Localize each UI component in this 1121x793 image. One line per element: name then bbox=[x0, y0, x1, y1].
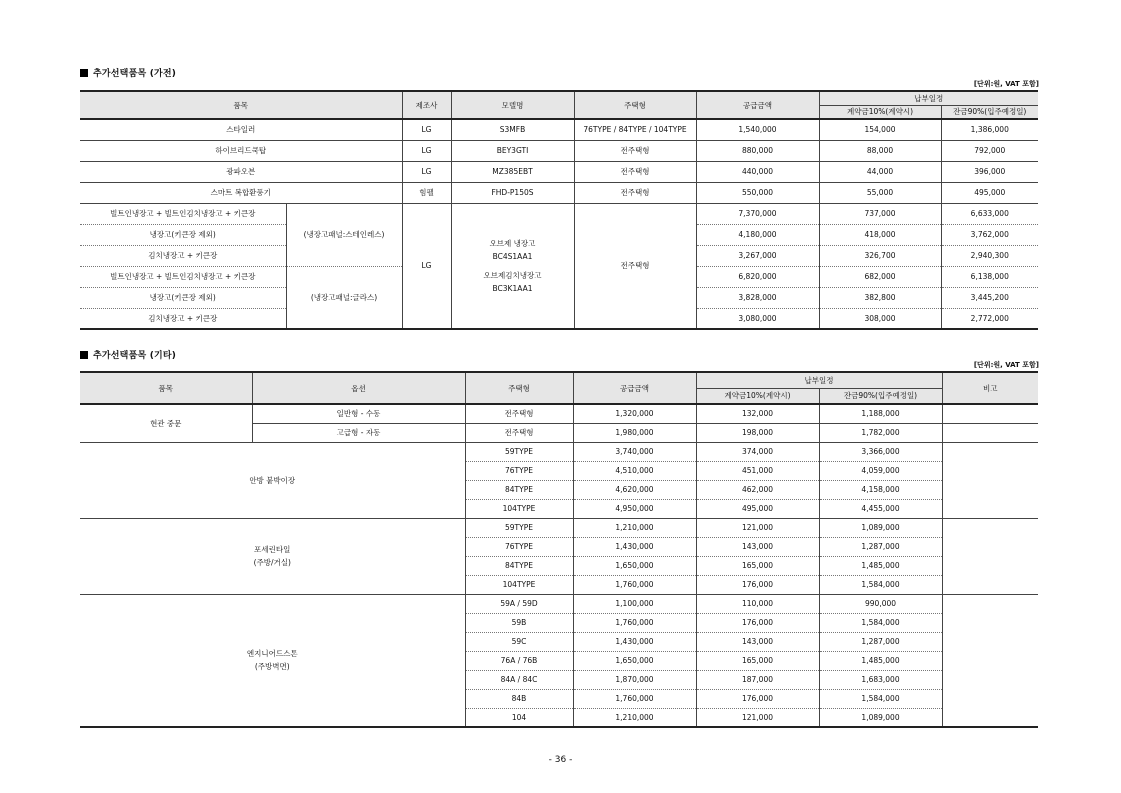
table-row bbox=[80, 203, 1038, 224]
group-label-cell bbox=[80, 594, 465, 727]
item-cell: 김치냉장고 + 키큰장 bbox=[80, 245, 286, 266]
header-maker: 제조사 bbox=[402, 91, 451, 119]
model-cell: BEY3GTI bbox=[451, 140, 574, 161]
type-cell: 59TYPE bbox=[465, 518, 573, 537]
item-cell: 스타일러 bbox=[80, 119, 402, 140]
deposit-cell: 187,000 bbox=[696, 670, 819, 689]
deposit-cell: 110,000 bbox=[696, 594, 819, 613]
item-cell: 빌트인냉장고 + 빌트인김치냉장고 + 키큰장 bbox=[110, 209, 256, 218]
header-housetype: 주택형 bbox=[574, 91, 696, 119]
table-row bbox=[80, 442, 1038, 461]
deposit-cell: 165,000 bbox=[696, 556, 819, 575]
price-cell: 7,370,000 bbox=[696, 203, 819, 224]
item-cell: 하이브리드쿡탑 bbox=[80, 140, 402, 161]
type-cell: 84TYPE bbox=[465, 556, 573, 575]
deposit-cell: 462,000 bbox=[696, 480, 819, 499]
balance-cell: 4,455,000 bbox=[819, 499, 942, 518]
table-row bbox=[80, 140, 1038, 161]
header-housetype: 주택형 bbox=[465, 372, 573, 404]
section2-title bbox=[80, 348, 176, 361]
table-row bbox=[80, 518, 1038, 537]
group-label-cell bbox=[80, 442, 465, 518]
price-cell: 3,828,000 bbox=[696, 287, 819, 308]
type-cell: 76TYPE bbox=[465, 461, 573, 480]
item-cell: 빌트인냉장고 + 빌트인김치냉장고 + 키큰장 bbox=[80, 266, 286, 287]
type-cell: 59B bbox=[465, 613, 573, 632]
balance-cell: 1,683,000 bbox=[819, 670, 942, 689]
price-cell: 4,620,000 bbox=[573, 480, 696, 499]
item-cell: 스마트 복합환풍기 bbox=[80, 182, 402, 203]
note-cell bbox=[942, 442, 1038, 518]
price-cell: 3,267,000 bbox=[696, 245, 819, 266]
note-cell bbox=[942, 518, 1038, 594]
deposit-cell: 121,000 bbox=[696, 708, 819, 727]
deposit-cell: 451,000 bbox=[696, 461, 819, 480]
section2-unit: [단위:원, VAT 포함] bbox=[973, 361, 1039, 369]
model-line: BC4S1AA1 bbox=[492, 251, 533, 261]
header-balance: 잔금90%(입주예정일) bbox=[941, 105, 1038, 119]
maker-cell: 힘펠 bbox=[402, 182, 451, 203]
deposit-cell: 418,000 bbox=[819, 224, 941, 245]
table-row bbox=[80, 161, 1038, 182]
balance-cell: 792,000 bbox=[941, 140, 1038, 161]
price-cell: 550,000 bbox=[696, 182, 819, 203]
deposit-cell: 121,000 bbox=[696, 518, 819, 537]
balance-cell: 1,089,000 bbox=[819, 518, 942, 537]
type-cell: 84B bbox=[465, 689, 573, 708]
maker-cell: LG bbox=[402, 140, 451, 161]
balance-cell: 4,059,000 bbox=[819, 461, 942, 480]
balance-cell: 1,584,000 bbox=[819, 575, 942, 594]
square-bullet-icon bbox=[80, 351, 88, 359]
maker-cell: LG bbox=[402, 161, 451, 182]
section1-title-text: 추가선택품목 (가전) bbox=[93, 69, 177, 79]
balance-cell: 495,000 bbox=[941, 182, 1038, 203]
maker-cell: LG bbox=[402, 119, 451, 140]
balance-cell: 3,366,000 bbox=[819, 442, 942, 461]
balance-cell: 1,386,000 bbox=[941, 119, 1038, 140]
deposit-cell: 55,000 bbox=[819, 182, 941, 203]
balance-cell: 1,584,000 bbox=[819, 613, 942, 632]
deposit-cell: 44,000 bbox=[819, 161, 941, 182]
type-cell: 84A / 84C bbox=[465, 670, 573, 689]
type-cell: 104 bbox=[465, 708, 573, 727]
maker-cell: LG bbox=[402, 203, 451, 329]
deposit-cell: 132,000 bbox=[696, 404, 819, 423]
price-cell: 1,760,000 bbox=[573, 613, 696, 632]
price-cell: 4,510,000 bbox=[573, 461, 696, 480]
type-cell: 전주택형 bbox=[574, 182, 696, 203]
header-schedule: 납부일정 bbox=[819, 91, 1038, 105]
price-cell: 1,650,000 bbox=[573, 651, 696, 670]
balance-cell: 1,782,000 bbox=[819, 423, 942, 442]
type-cell: 59A / 59D bbox=[465, 594, 573, 613]
header-deposit: 계약금10%(계약시) bbox=[696, 388, 819, 404]
note-cell bbox=[942, 423, 1038, 442]
deposit-cell: 326,700 bbox=[819, 245, 941, 266]
option-cell: 일반형 - 수동 bbox=[252, 404, 465, 423]
type-cell: 76TYPE bbox=[465, 537, 573, 556]
type-cell: 전주택형 bbox=[465, 404, 573, 423]
balance-cell: 3,445,200 bbox=[941, 287, 1038, 308]
price-cell: 440,000 bbox=[696, 161, 819, 182]
deposit-cell: 682,000 bbox=[819, 266, 941, 287]
header-note: 비고 bbox=[942, 372, 1038, 404]
model-cell bbox=[451, 203, 574, 329]
model-cell: MZ385EBT bbox=[451, 161, 574, 182]
square-bullet-icon bbox=[80, 69, 88, 77]
deposit-cell: 143,000 bbox=[696, 537, 819, 556]
item-cell: 냉장고(키큰장 제외) bbox=[80, 224, 286, 245]
price-cell: 1,980,000 bbox=[573, 423, 696, 442]
header-balance: 잔금90%(입주예정일) bbox=[819, 388, 942, 404]
group-label: 엔지니어드스톤 bbox=[246, 649, 298, 659]
group-label-cell bbox=[80, 518, 465, 594]
deposit-cell: 154,000 bbox=[819, 119, 941, 140]
deposit-cell: 143,000 bbox=[696, 632, 819, 651]
model-line: 오브제 냉장고 bbox=[489, 238, 536, 248]
price-cell: 1,210,000 bbox=[573, 708, 696, 727]
price-cell: 1,760,000 bbox=[573, 689, 696, 708]
header-item: 품목 bbox=[80, 91, 402, 119]
panel-glass-cell: (냉장고패널:글라스) bbox=[286, 266, 402, 329]
model-line: BC3K1AA1 bbox=[492, 283, 533, 293]
balance-cell: 990,000 bbox=[819, 594, 942, 613]
price-cell: 1,320,000 bbox=[573, 404, 696, 423]
price-cell: 6,820,000 bbox=[696, 266, 819, 287]
model-cell: FHD-P150S bbox=[451, 182, 574, 203]
type-cell: 76A / 76B bbox=[465, 651, 573, 670]
type-cell: 59TYPE bbox=[465, 442, 573, 461]
model-line: 오브제김치냉장고 bbox=[483, 270, 542, 280]
item-cell: 광파오븐 bbox=[80, 161, 402, 182]
group-sublabel: (주방벽면) bbox=[254, 662, 290, 672]
note-cell bbox=[942, 594, 1038, 727]
model-cell: S3MFB bbox=[451, 119, 574, 140]
price-cell: 3,740,000 bbox=[573, 442, 696, 461]
type-cell: 59C bbox=[465, 632, 573, 651]
deposit-cell: 495,000 bbox=[696, 499, 819, 518]
balance-cell: 1,188,000 bbox=[819, 404, 942, 423]
page-number: - 36 - bbox=[548, 755, 573, 765]
table-row bbox=[80, 404, 1038, 423]
price-cell: 1,430,000 bbox=[573, 537, 696, 556]
door-item-cell: 현관 중문 bbox=[80, 404, 252, 442]
deposit-cell: 176,000 bbox=[696, 613, 819, 632]
deposit-cell: 308,000 bbox=[819, 308, 941, 329]
deposit-cell: 198,000 bbox=[696, 423, 819, 442]
balance-cell: 6,633,000 bbox=[941, 203, 1038, 224]
deposit-cell: 165,000 bbox=[696, 651, 819, 670]
type-cell: 전주택형 bbox=[465, 423, 573, 442]
header-deposit: 계약금10%(계약시) bbox=[819, 105, 941, 119]
type-cell: 전주택형 bbox=[574, 161, 696, 182]
deposit-cell: 176,000 bbox=[696, 575, 819, 594]
type-cell: 전주택형 bbox=[574, 140, 696, 161]
deposit-cell: 176,000 bbox=[696, 689, 819, 708]
header-option: 옵션 bbox=[252, 372, 465, 404]
table-row bbox=[80, 594, 1038, 613]
type-cell: 전주택형 bbox=[574, 203, 696, 329]
price-cell: 880,000 bbox=[696, 140, 819, 161]
type-cell: 104TYPE bbox=[465, 575, 573, 594]
balance-cell: 1,089,000 bbox=[819, 708, 942, 727]
price-cell: 4,950,000 bbox=[573, 499, 696, 518]
deposit-cell: 374,000 bbox=[696, 442, 819, 461]
balance-cell: 396,000 bbox=[941, 161, 1038, 182]
note-cell bbox=[942, 404, 1038, 423]
item-cell: 김치냉장고 + 키큰장 bbox=[80, 308, 286, 329]
balance-cell: 3,762,000 bbox=[941, 224, 1038, 245]
price-cell: 1,430,000 bbox=[573, 632, 696, 651]
balance-cell: 1,485,000 bbox=[819, 556, 942, 575]
table-row bbox=[80, 119, 1038, 140]
section1-unit: [단위:원, VAT 포함] bbox=[973, 80, 1039, 88]
price-cell: 3,080,000 bbox=[696, 308, 819, 329]
type-cell: 104TYPE bbox=[465, 499, 573, 518]
price-cell: 1,650,000 bbox=[573, 556, 696, 575]
others-table bbox=[80, 371, 1038, 728]
section2-title-text: 추가선택품목 (기타) bbox=[93, 351, 177, 361]
section1-title bbox=[80, 66, 176, 79]
table-row bbox=[80, 182, 1038, 203]
header-schedule: 납부일정 bbox=[696, 372, 942, 388]
balance-cell: 2,940,300 bbox=[941, 245, 1038, 266]
price-cell: 1,100,000 bbox=[573, 594, 696, 613]
group-label: 안방 붙박이장 bbox=[249, 475, 296, 485]
option-cell: 고급형 - 자동 bbox=[252, 423, 465, 442]
balance-cell: 2,772,000 bbox=[941, 308, 1038, 329]
header-price: 공급금액 bbox=[696, 91, 819, 119]
price-cell: 1,210,000 bbox=[573, 518, 696, 537]
appliance-table bbox=[80, 90, 1038, 330]
deposit-cell: 382,800 bbox=[819, 287, 941, 308]
header-model: 모델명 bbox=[451, 91, 574, 119]
price-cell: 1,870,000 bbox=[573, 670, 696, 689]
group-label: 포세린타일 bbox=[254, 545, 291, 554]
header-price: 공급금액 bbox=[573, 372, 696, 404]
type-cell: 76TYPE / 84TYPE / 104TYPE bbox=[574, 119, 696, 140]
price-cell: 1,760,000 bbox=[573, 575, 696, 594]
deposit-cell: 737,000 bbox=[819, 203, 941, 224]
group-sublabel: (주방/거실) bbox=[253, 558, 291, 567]
header-item: 품목 bbox=[80, 372, 252, 404]
balance-cell: 6,138,000 bbox=[941, 266, 1038, 287]
deposit-cell: 88,000 bbox=[819, 140, 941, 161]
balance-cell: 4,158,000 bbox=[819, 480, 942, 499]
balance-cell: 1,485,000 bbox=[819, 651, 942, 670]
balance-cell: 1,584,000 bbox=[819, 689, 942, 708]
panel-stainless-cell: (냉장고패널:스테인레스) bbox=[286, 203, 402, 266]
price-cell: 4,180,000 bbox=[696, 224, 819, 245]
item-cell: 냉장고(키큰장 제외) bbox=[80, 287, 286, 308]
price-cell: 1,540,000 bbox=[696, 119, 819, 140]
balance-cell: 1,287,000 bbox=[819, 632, 942, 651]
type-cell: 84TYPE bbox=[465, 480, 573, 499]
balance-cell: 1,287,000 bbox=[819, 537, 942, 556]
